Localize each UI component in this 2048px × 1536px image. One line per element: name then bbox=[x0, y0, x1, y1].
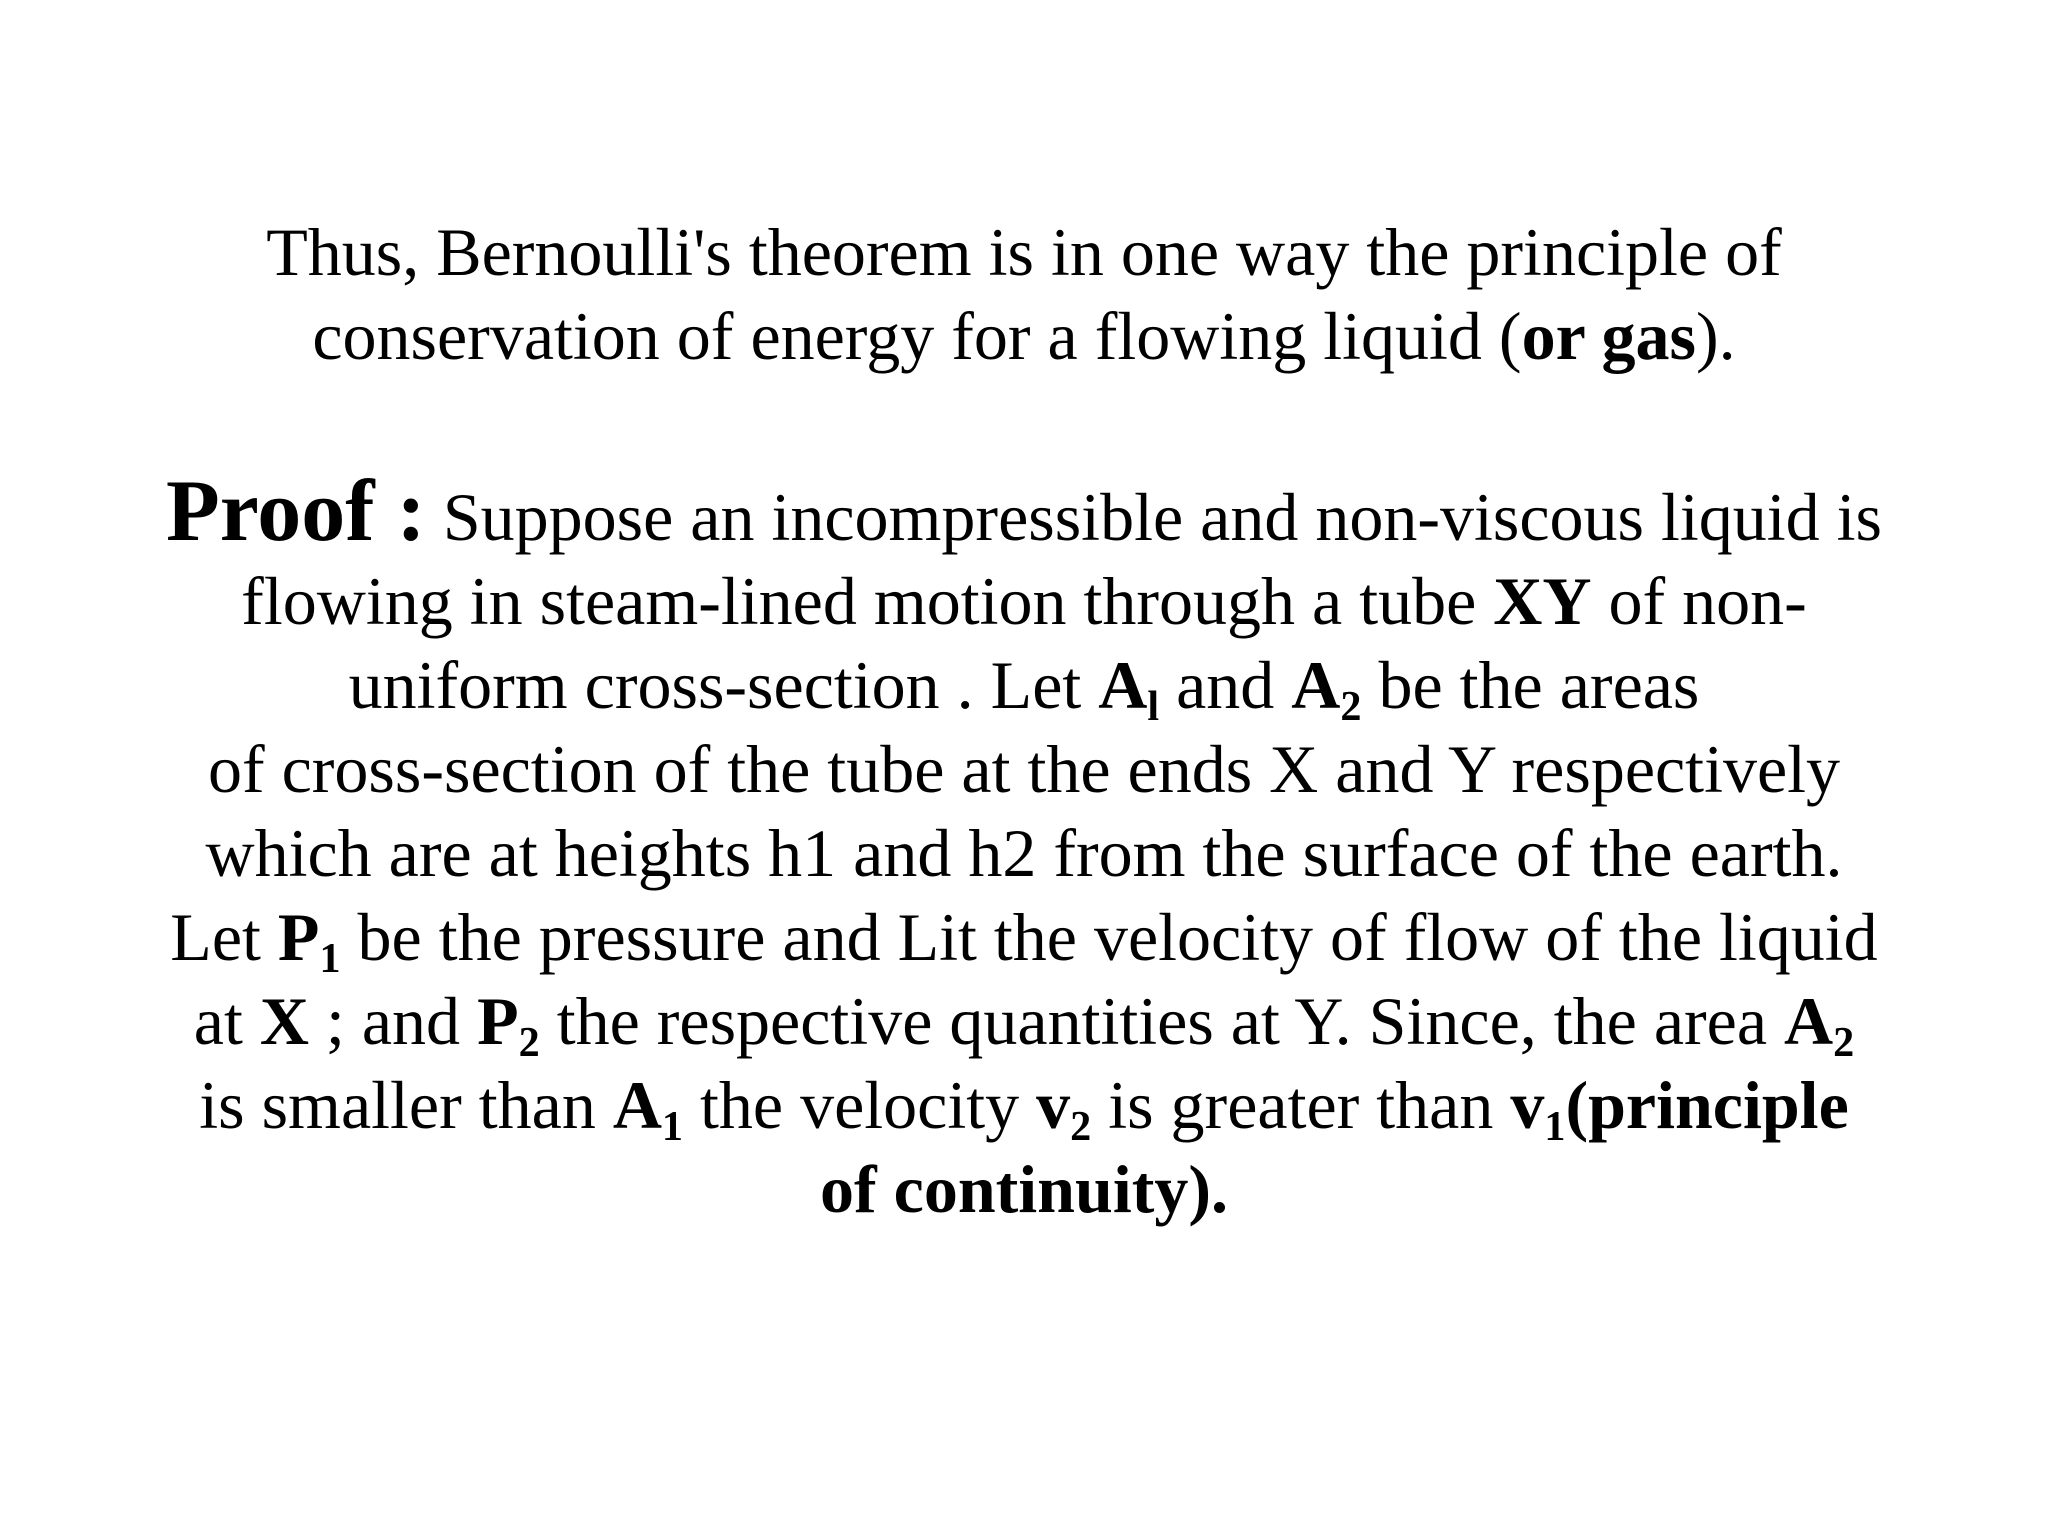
subscript: 1 bbox=[319, 934, 341, 982]
proof-text: at bbox=[193, 983, 260, 1059]
proof-text: be the pressure and Lit the velocity of flow of the liquid bbox=[340, 899, 1878, 975]
subscript: 1 bbox=[661, 1102, 683, 1150]
subscript: 2 bbox=[1340, 682, 1362, 730]
proof-text: the velocity bbox=[683, 1067, 1037, 1143]
intro-paragraph bbox=[100, 210, 1948, 378]
proof-line-5 bbox=[100, 811, 1948, 895]
proof-line-2 bbox=[100, 559, 1948, 643]
proof-text: Let bbox=[170, 899, 278, 975]
intro-line-1 bbox=[100, 210, 1948, 294]
intro-line-2 bbox=[100, 294, 1948, 378]
proof-text: the respective quantities at Y. Since, the area bbox=[539, 983, 1785, 1059]
proof-line-3 bbox=[100, 643, 1948, 730]
subscript: 2 bbox=[518, 1018, 540, 1066]
subscript: 2 bbox=[1833, 1018, 1855, 1066]
proof-text: of non- bbox=[1591, 563, 1807, 639]
symbol-A: A bbox=[1784, 983, 1834, 1059]
symbol-A: A bbox=[1098, 647, 1148, 723]
subscript: l bbox=[1147, 682, 1160, 730]
subscript: 1 bbox=[1544, 1102, 1566, 1150]
symbol-v: v bbox=[1036, 1067, 1071, 1143]
proof-line-9 bbox=[100, 1147, 1948, 1231]
proof-text: Suppose an incompressible and non-viscous liquid is bbox=[425, 479, 1883, 555]
subscript: 2 bbox=[1070, 1102, 1092, 1150]
proof-text: of cross-section of the tube at the ends X and Y respectively bbox=[207, 731, 1841, 807]
proof-paragraph bbox=[100, 463, 1948, 1231]
symbol-A: A bbox=[1291, 647, 1341, 723]
proof-line-4 bbox=[100, 727, 1948, 811]
tube-label: XY bbox=[1493, 563, 1592, 639]
proof-heading: Proof : bbox=[165, 463, 426, 560]
principle-text: (principle bbox=[1565, 1067, 1849, 1143]
principle-text: of continuity). bbox=[820, 1151, 1228, 1227]
proof-text: flowing in steam-lined motion through a tube bbox=[241, 563, 1494, 639]
proof-line-7 bbox=[100, 979, 1948, 1066]
proof-line-6 bbox=[100, 895, 1948, 982]
proof-text: which are at heights h1 and h2 from the surface of the earth. bbox=[205, 815, 1843, 891]
symbol-P: P bbox=[277, 899, 320, 975]
intro-text: Thus, Bernoulli's theorem is in one way the principle of bbox=[266, 214, 1782, 290]
proof-text: be the areas bbox=[1361, 647, 1700, 723]
proof-text: ; and bbox=[308, 983, 478, 1059]
proof-text: is greater than bbox=[1091, 1067, 1511, 1143]
proof-text: and bbox=[1159, 647, 1292, 723]
intro-text: conservation of energy for a flowing liquid ( bbox=[312, 298, 1522, 374]
intro-bold-or-gas: or gas bbox=[1521, 298, 1696, 374]
proof-line-1 bbox=[100, 463, 1948, 560]
symbol-A: A bbox=[612, 1067, 662, 1143]
symbol-X: X bbox=[259, 983, 309, 1059]
proof-line-8 bbox=[100, 1063, 1948, 1150]
proof-text: is smaller than bbox=[199, 1067, 613, 1143]
symbol-v: v bbox=[1510, 1067, 1545, 1143]
intro-text: ). bbox=[1695, 298, 1736, 374]
symbol-P: P bbox=[477, 983, 519, 1059]
proof-text: uniform cross-section . Let bbox=[348, 647, 1099, 723]
